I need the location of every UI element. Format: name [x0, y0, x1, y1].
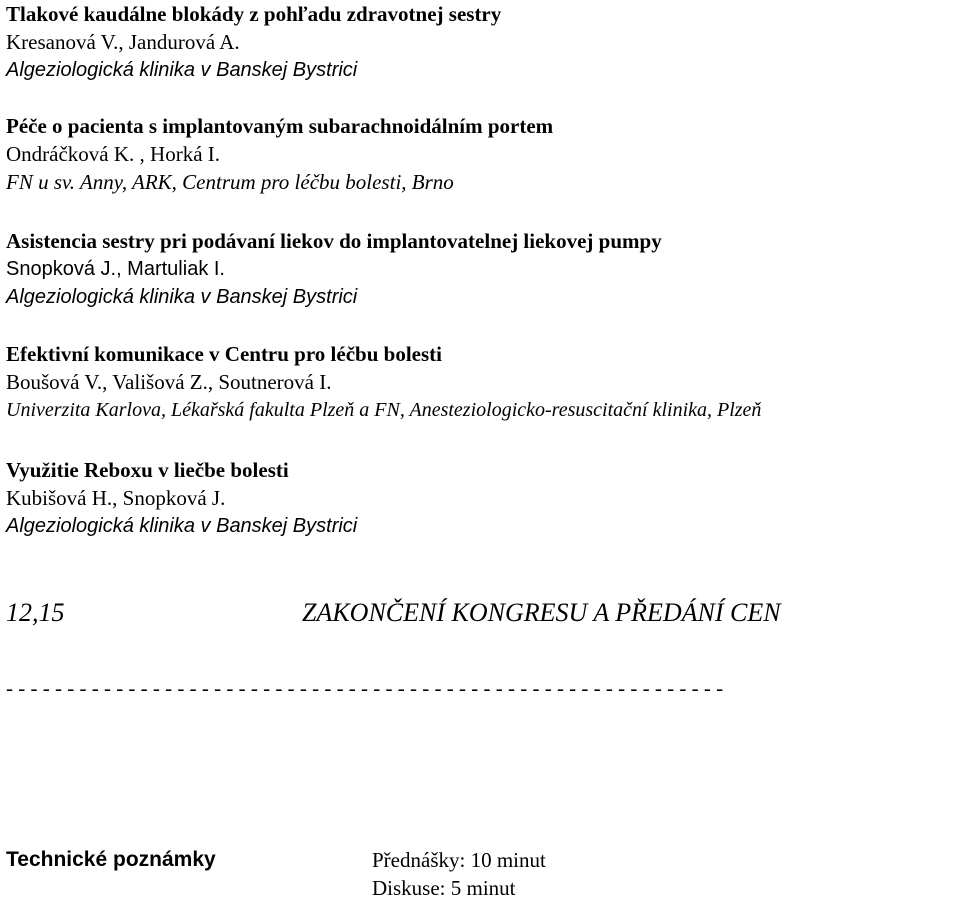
talk-title: Využitie Reboxu v liečbe bolesti: [6, 458, 289, 482]
talk-title: Efektivní komunikace v Centru pro léčbu bolesti: [6, 342, 442, 366]
talk-authors: Boušová V., Vališová Z., Soutnerová I.: [6, 370, 332, 394]
talk-authors: Snopková J., Martuliak I.: [6, 258, 225, 280]
technical-notes-heading: Technické poznámky: [6, 848, 216, 871]
talk-title: Tlakové kaudálne blokády z pohľadu zdravotnej sestry: [6, 2, 502, 26]
technical-note-item: Přednášky: 10 minut: [372, 848, 546, 872]
talk-authors: Kresanová V., Jandurová A.: [6, 30, 240, 54]
talk-affiliation: Univerzita Karlova, Lékařská fakulta Plzeň a FN, Anesteziologicko-resuscitační klinika, Plzeň: [6, 399, 762, 421]
talk-affiliation: Algeziologická klinika v Banskej Bystrici: [6, 286, 358, 308]
talk-affiliation: Algeziologická klinika v Banskej Bystrici: [6, 515, 358, 537]
talk-authors: Kubišová H., Snopková J.: [6, 486, 226, 510]
talk-title: Asistencia sestry pri podávaní liekov do implantovatelnej liekovej pumpy: [6, 229, 662, 253]
closing-session: [6, 598, 956, 634]
talk-affiliation: Algeziologická klinika v Banskej Bystrici: [6, 59, 358, 81]
talk-authors: Ondráčková K. , Horká I.: [6, 142, 221, 166]
closing-label: ZAKONČENÍ KONGRESU A PŘEDÁNÍ CEN: [302, 598, 781, 627]
dashed-separator: - - - - - - - - - - - - - - - - - - - - - - - - - - - - - - - - - - - - - - - - - - - - - - - - - - - - - - - - - - -: [6, 676, 724, 700]
closing-time: 12,15: [6, 598, 65, 627]
technical-note-item: Diskuse: 5 minut: [372, 876, 516, 900]
talk-affiliation: FN u sv. Anny, ARK, Centrum pro léčbu bolesti, Brno: [6, 170, 454, 194]
talk-title: Péče o pacienta s implantovaným subarachnoidálním portem: [6, 114, 554, 138]
